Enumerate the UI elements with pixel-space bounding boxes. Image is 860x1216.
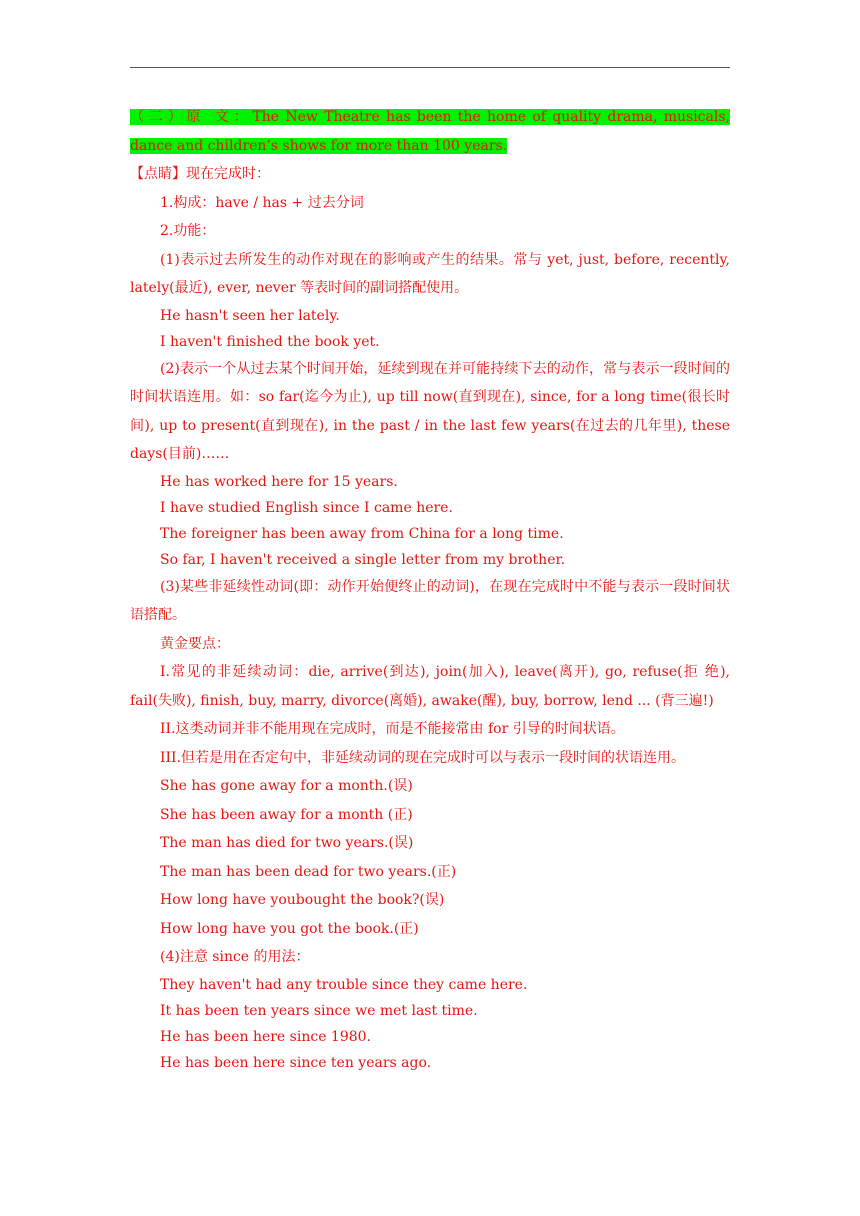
example-line: He has been here since 1980.	[160, 1028, 372, 1045]
original-text-paragraph	[130, 103, 730, 160]
usage-3-paragraph: (3)某些非延续性动词(即：动作开始便终止的动词)，在现在完成时中不能与表示一段时间状语搭配。	[130, 578, 730, 623]
header-rule	[130, 67, 730, 68]
dianjing-heading: 【点睛】现在完成时：	[130, 166, 270, 182]
example-line: I have studied English since I came here.	[160, 499, 453, 516]
golden-point-1: I.常见的非延续动词：die, arrive(到达), join(加入), leave(离开), go, refuse(拒 绝), fail(失败), finish, buy, marry, divorce(离婚), awake(醒), buy, borrow, lend ... (背三遍!)	[130, 664, 730, 709]
example-line: So far, I haven't received a single letter from my brother.	[160, 551, 566, 568]
example-line: He has been here since ten years ago.	[160, 1054, 432, 1071]
example-line: The foreigner has been away from China for a long time.	[160, 525, 564, 542]
example-line: I haven't finished the book yet.	[160, 333, 380, 350]
section-label: （二）原 文：	[130, 109, 253, 125]
example-line: She has gone away for a month.(误)	[160, 778, 413, 794]
example-line: It has been ten years since we met last time.	[160, 1002, 478, 1019]
example-line: How long have you got the book.(正)	[160, 920, 419, 937]
document-body	[130, 103, 730, 1076]
example-line: They haven't had any trouble since they came here.	[160, 976, 528, 993]
example-line: She has been away for a month (正)	[160, 806, 413, 823]
structure-line: 1.构成：have / has + 过去分词	[160, 194, 364, 211]
usage-2-paragraph: (2)表示一个从过去某个时间开始，延续到现在并可能持续下去的动作，常与表示一段时间的时间状语连用。如：so far(迄今为止), up till now(直到现在), since, for a long time(很长时间), up to present(直到现在), in the past / in the last few years(在过去的几年里), these days(目前)……	[130, 360, 730, 462]
golden-point-2: II.这类动词并非不能用现在完成时，而是不能接常由 for 引导的时间状语。	[160, 721, 625, 737]
golden-points-heading: 黄金要点：	[160, 635, 230, 652]
example-line: He hasn't seen her lately.	[160, 307, 340, 324]
example-line: The man has been dead for two years.(正)	[160, 863, 457, 880]
original-quote: The New Theatre has been the home of quality drama, musicals, dance and children’s shows for more than 100 years.	[130, 109, 730, 154]
golden-point-3: III.但若是用在否定句中，非延续动词的现在完成时可以与表示一段时间的状语连用。	[160, 749, 686, 766]
example-line: How long have youbought the book?(误)	[160, 892, 445, 908]
example-line: The man has died for two years.(误)	[160, 835, 414, 851]
example-line: He has worked here for 15 years.	[160, 473, 398, 490]
function-line: 2.功能：	[160, 223, 216, 239]
usage-4-heading: (4)注意 since 的用法：	[160, 949, 310, 965]
usage-1-paragraph: (1)表示过去所发生的动作对现在的影响或产生的结果。常与 yet, just, before, recently, lately(最近), ever, never 等表时间的副词搭配使用。	[130, 251, 730, 296]
